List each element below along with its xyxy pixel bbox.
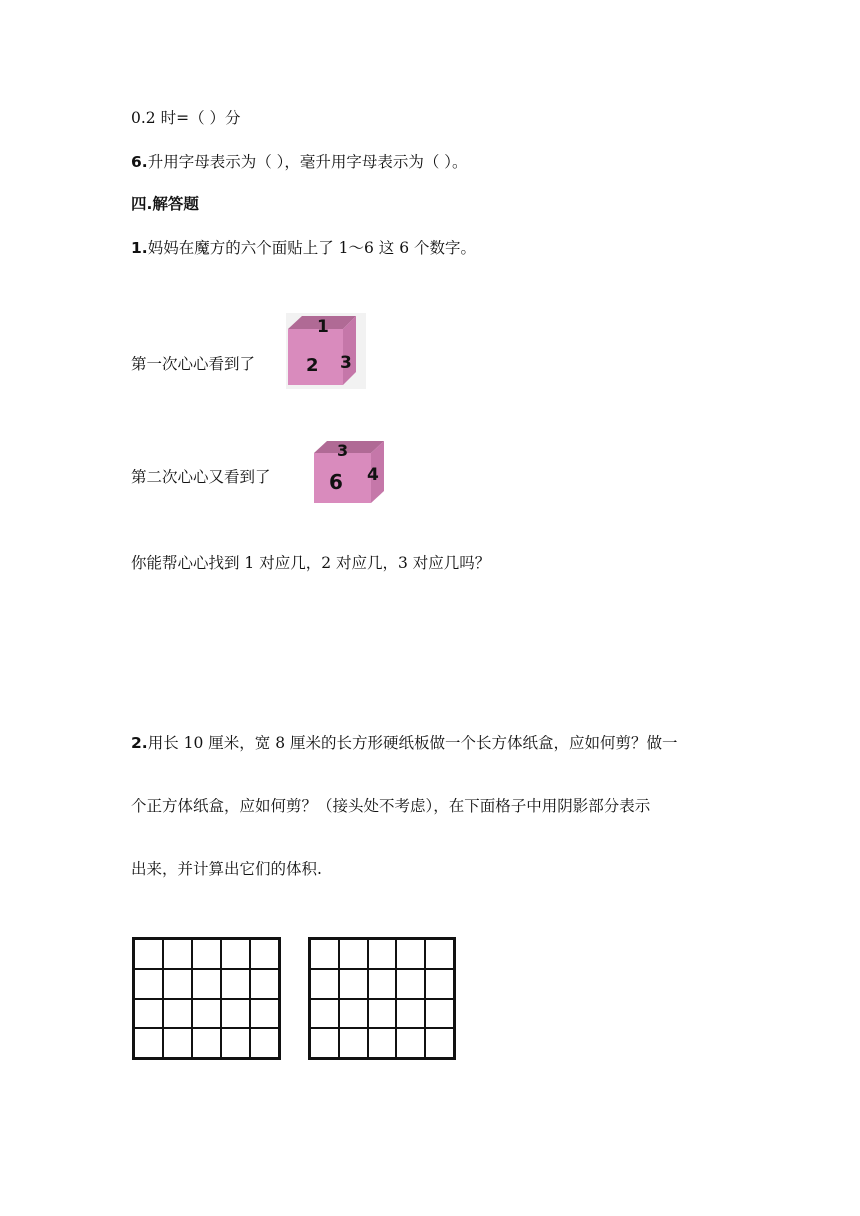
question-2-line2: 个正方体纸盒，应如何剪？（接头处不考虑），在下面格子中用阴影部分表示 — [131, 797, 651, 815]
grid-cell[interactable] — [192, 1028, 221, 1058]
grid-cell[interactable] — [396, 939, 425, 969]
grid-cell[interactable] — [339, 1028, 368, 1058]
grid-cell[interactable] — [310, 999, 339, 1029]
grid-left[interactable] — [132, 937, 281, 1060]
grid-cell[interactable] — [163, 939, 192, 969]
grid-cell[interactable] — [163, 1028, 192, 1058]
question-1 — [131, 236, 476, 258]
question-2-line1 — [131, 731, 677, 753]
time-conversion-line: 0.2 时=（ ）分 — [131, 109, 241, 127]
grid-cell[interactable] — [250, 1028, 279, 1058]
grid-cell[interactable] — [221, 1028, 250, 1058]
grid-cell[interactable] — [221, 999, 250, 1029]
first-view-label: 第一次心心看到了 — [131, 355, 256, 373]
cube-top-number: 3 — [337, 441, 349, 460]
grid-cell[interactable] — [425, 939, 454, 969]
grid-cell[interactable] — [425, 999, 454, 1029]
grid-cell[interactable] — [250, 969, 279, 999]
grid-cell[interactable] — [339, 999, 368, 1029]
cube-second-view — [312, 439, 386, 506]
grid-cell[interactable] — [396, 999, 425, 1029]
grid-cell[interactable] — [250, 999, 279, 1029]
question-text: 用长 10 厘米，宽 8 厘米的长方形硬纸板做一个长方体纸盒，应如何剪？做一 — [147, 734, 678, 752]
grid-cell[interactable] — [310, 1028, 339, 1058]
cube-front-number: 6 — [329, 470, 343, 494]
cube-first-view — [286, 313, 366, 389]
cube-right-number: 3 — [340, 353, 352, 373]
question-text: 妈妈在魔方的六个面贴上了 1～6 这 6 个数字。 — [147, 239, 476, 257]
grid-right[interactable] — [308, 937, 456, 1060]
grid-cell[interactable] — [368, 969, 397, 999]
grid-cell[interactable] — [163, 999, 192, 1029]
grid-cell[interactable] — [192, 969, 221, 999]
grid-cell[interactable] — [425, 1028, 454, 1058]
section-heading: 四.解答题 — [131, 195, 199, 213]
grid-cell[interactable] — [339, 969, 368, 999]
question-text: 升用字母表示为（ ），毫升用字母表示为（ ）。 — [147, 153, 468, 171]
grid-cell[interactable] — [221, 969, 250, 999]
question-2-line3: 出来，并计算出它们的体积. — [131, 860, 322, 878]
grid-cell[interactable] — [134, 939, 163, 969]
cube-front-number: 2 — [306, 355, 319, 376]
grid-cell[interactable] — [310, 939, 339, 969]
grid-cell[interactable] — [368, 939, 397, 969]
question-6 — [131, 150, 468, 172]
grid-cell[interactable] — [163, 969, 192, 999]
question-1-ask: 你能帮心心找到 1 对应几，2 对应几，3 对应几吗？ — [131, 554, 491, 572]
grid-cell[interactable] — [221, 939, 250, 969]
grid-cell[interactable] — [368, 1028, 397, 1058]
grid-cell[interactable] — [339, 939, 368, 969]
cube-right-number: 4 — [367, 465, 379, 485]
grid-cell[interactable] — [192, 939, 221, 969]
question-number: 1. — [131, 239, 148, 257]
question-number: 2. — [131, 734, 148, 752]
grid-cell[interactable] — [396, 1028, 425, 1058]
grid-cell[interactable] — [134, 999, 163, 1029]
grid-cell[interactable] — [134, 1028, 163, 1058]
grid-cell[interactable] — [310, 969, 339, 999]
grid-cell[interactable] — [368, 999, 397, 1029]
grid-cell[interactable] — [134, 969, 163, 999]
grid-cell[interactable] — [396, 969, 425, 999]
second-view-label: 第二次心心又看到了 — [131, 468, 271, 486]
grid-cell[interactable] — [425, 969, 454, 999]
cube-top-number: 1 — [317, 317, 329, 337]
grid-cell[interactable] — [192, 999, 221, 1029]
question-number: 6. — [131, 153, 148, 171]
grid-cell[interactable] — [250, 939, 279, 969]
